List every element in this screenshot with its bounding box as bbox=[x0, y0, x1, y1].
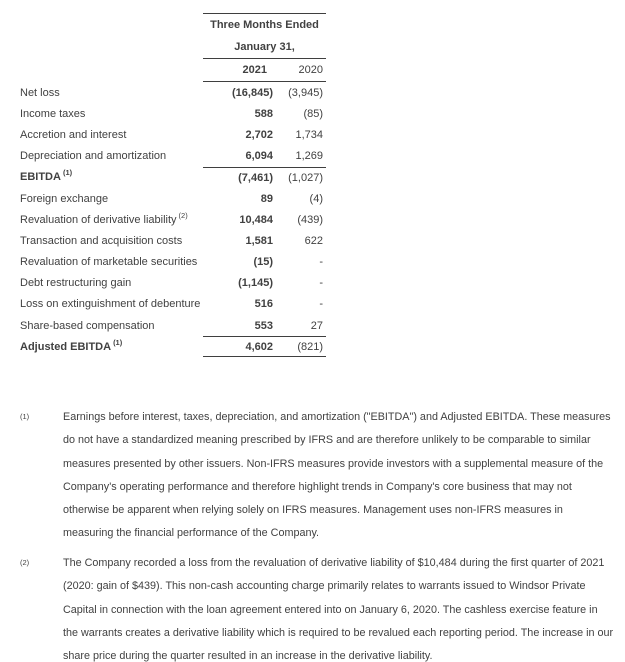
value-2020: - bbox=[319, 256, 323, 269]
row-values bbox=[203, 146, 326, 167]
value-2020: - bbox=[319, 277, 323, 290]
value-2020: (1,027) bbox=[288, 171, 323, 184]
row-label: Revaluation of marketable securities bbox=[20, 256, 198, 269]
row-label: Income taxes bbox=[20, 107, 86, 120]
row-label: Depreciation and amortization bbox=[20, 150, 167, 163]
value-2020: 27 bbox=[310, 319, 323, 332]
table-row bbox=[20, 294, 326, 315]
period-line-1: Three Months Ended bbox=[210, 19, 319, 31]
table-row bbox=[20, 336, 326, 357]
value-2020: 1,269 bbox=[295, 150, 323, 163]
row-values bbox=[203, 167, 326, 188]
table-year-header-row bbox=[20, 59, 326, 82]
value-2021: (15) bbox=[253, 256, 273, 269]
footnote-1 bbox=[20, 406, 615, 546]
value-2021: 588 bbox=[254, 107, 273, 120]
value-2021: (16,845) bbox=[232, 86, 273, 99]
row-label: Accretion and interest bbox=[20, 128, 127, 141]
value-2021: 6,094 bbox=[245, 150, 273, 163]
row-label: Foreign exchange bbox=[20, 192, 109, 205]
value-2020: (85) bbox=[303, 107, 323, 120]
table-period-header-row bbox=[20, 13, 326, 59]
year-columns bbox=[203, 59, 326, 82]
row-values bbox=[203, 82, 326, 103]
table-row bbox=[20, 167, 326, 188]
value-2020: (439) bbox=[297, 213, 323, 226]
footnote-2 bbox=[20, 552, 615, 662]
value-2021: 553 bbox=[254, 319, 273, 332]
value-2020: 622 bbox=[304, 234, 323, 247]
value-2021: (1,145) bbox=[238, 277, 273, 290]
table-row bbox=[20, 124, 326, 145]
row-label: Loss on extinguishment of debenture bbox=[20, 298, 201, 311]
row-values bbox=[203, 315, 326, 336]
period-header bbox=[203, 13, 326, 59]
value-2021: 2,702 bbox=[245, 128, 273, 141]
row-label: Revaluation of derivative liability $^{(2)}$ bbox=[20, 210, 188, 226]
footnote-1-text: Earnings before interest, taxes, depreciation, and amortization ("EBITDA") and Adjusted EBITDA. These measures do not have a standardized meaning prescribed by IFRS and are therefore unlikely to be comparable to similar measures presented by other issuers. Non-IFRS measures provide investors with a supplemental measure of the Company's operating performance and therefore highlight trends in Company's core business that may not otherwise be apparent when relying solely on IFRS measures. Management uses non-IFRS measures in measuring the financial performance of the Company. bbox=[63, 411, 611, 540]
table-rows bbox=[20, 82, 326, 357]
row-label: Transaction and acquisition costs bbox=[20, 234, 183, 247]
row-values bbox=[203, 336, 326, 357]
footnote-1-marker: (1) bbox=[20, 412, 30, 421]
ebitda-reconciliation-table bbox=[20, 13, 326, 357]
table-row bbox=[20, 252, 326, 273]
footnote-2-marker: (2) bbox=[20, 558, 30, 567]
row-label: Net loss bbox=[20, 86, 60, 99]
row-label: Adjusted EBITDA $^{(1)}$ bbox=[20, 337, 123, 353]
period-line-2: January 31, bbox=[234, 41, 295, 53]
row-values bbox=[203, 188, 326, 209]
value-2021: 10,484 bbox=[239, 213, 273, 226]
value-2021: (7,461) bbox=[238, 171, 273, 184]
row-label: Share-based compensation bbox=[20, 319, 155, 332]
row-values bbox=[203, 294, 326, 315]
footnote-2-text: The Company recorded a loss from the revaluation of derivative liability of $10,484 during the first quarter of 2021 (2020: gain of $439). This non-cash accounting charge primarily relates to warrants issued to Windsor Private Capital in connection with the loan agreement entered into on January 6, 2020. The cashless exercise feature in the warrants creates a derivative liability which is required to be revalued each reporting period. The increase in our share price during the quarter resulted in an increase in the derivative liability. bbox=[63, 557, 614, 662]
value-2021: 516 bbox=[254, 298, 273, 311]
table-row bbox=[20, 273, 326, 294]
row-label: Debt restructuring gain bbox=[20, 277, 132, 290]
value-2020: 1,734 bbox=[295, 128, 323, 141]
value-2021: 89 bbox=[260, 192, 273, 205]
table-row bbox=[20, 230, 326, 251]
value-2020: (821) bbox=[297, 340, 323, 353]
value-2020: (3,945) bbox=[288, 86, 323, 99]
table-row bbox=[20, 103, 326, 124]
row-values bbox=[203, 230, 326, 251]
row-values bbox=[203, 273, 326, 294]
table-row bbox=[20, 315, 326, 336]
row-label: EBITDA $^{(1)}$ bbox=[20, 168, 73, 184]
table-row bbox=[20, 188, 326, 209]
row-values bbox=[203, 103, 326, 124]
column-header-2020: 2020 bbox=[298, 64, 323, 76]
row-values bbox=[203, 209, 326, 230]
value-2021: 4,602 bbox=[245, 340, 273, 353]
value-2020: - bbox=[319, 298, 323, 311]
table-row bbox=[20, 82, 326, 103]
column-header-2021: 2021 bbox=[242, 64, 267, 76]
value-2020: (4) bbox=[309, 192, 323, 205]
row-values bbox=[203, 124, 326, 145]
table-row bbox=[20, 209, 326, 230]
table-row bbox=[20, 146, 326, 167]
value-2021: 1,581 bbox=[245, 234, 273, 247]
row-values bbox=[203, 252, 326, 273]
